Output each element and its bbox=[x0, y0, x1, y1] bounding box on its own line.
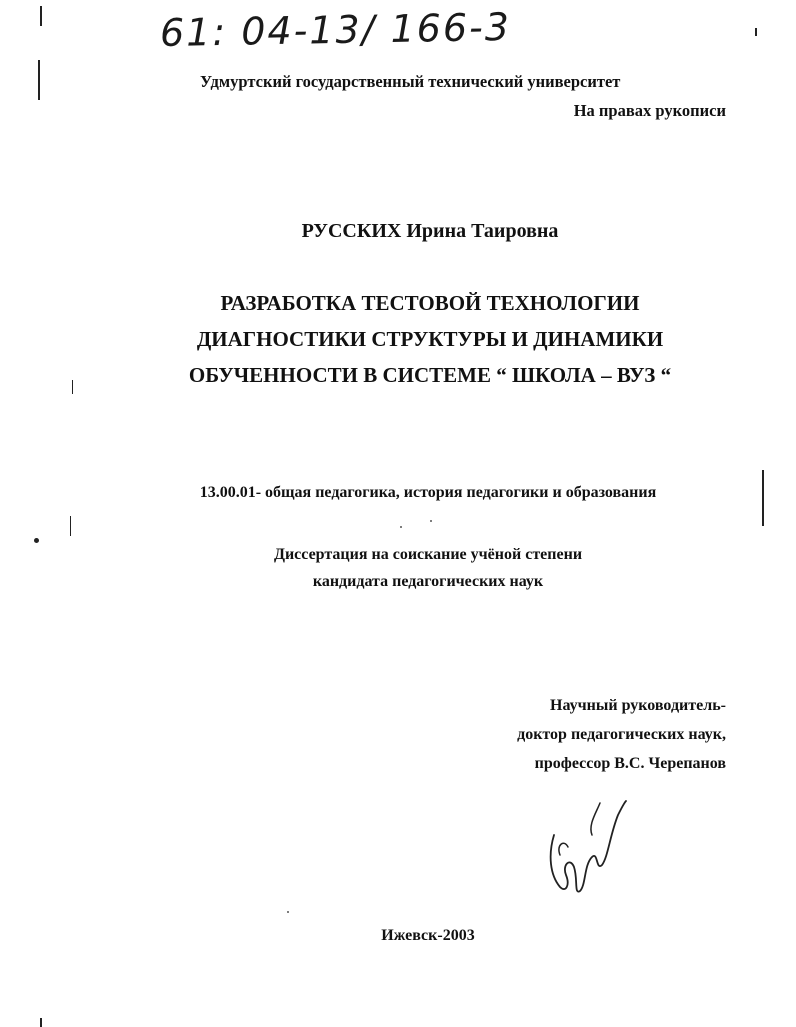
degree-line: Диссертация на соискание учёной степени bbox=[273, 546, 583, 563]
degree-statement bbox=[0, 541, 796, 595]
scan-edge-mark bbox=[38, 60, 40, 100]
scan-speck bbox=[287, 911, 289, 913]
dissertation-title bbox=[0, 285, 796, 393]
scan-edge-mark bbox=[40, 1018, 42, 1027]
manuscript-rights: На правах рукописи bbox=[573, 101, 726, 120]
specialty-code: 13.00.01- общая педагогика, история педагогики и образования bbox=[199, 484, 657, 501]
title-line: РАЗРАБОТКА ТЕСТОВОЙ ТЕХНОЛОГИИ bbox=[220, 291, 640, 315]
degree-line: кандидата педагогических наук bbox=[312, 573, 544, 590]
supervisor-line: профессор В.С. Черепанов bbox=[534, 755, 726, 772]
university-name: Удмуртский государственный технический университет bbox=[200, 72, 621, 91]
city-year: Ижевск-2003 bbox=[381, 927, 475, 944]
scan-edge-mark bbox=[755, 28, 757, 36]
supervisor-line: доктор педагогических наук, bbox=[517, 726, 726, 743]
supervisor-info bbox=[517, 691, 726, 778]
scan-edge-mark bbox=[40, 6, 42, 26]
supervisor-line: Научный руководитель- bbox=[550, 697, 726, 714]
title-line: ДИАГНОСТИКИ СТРУКТУРЫ И ДИНАМИКИ bbox=[196, 327, 664, 351]
scan-speck bbox=[400, 526, 402, 528]
title-line: ОБУЧЕННОСТИ В СИСТЕМЕ “ ШКОЛА – ВУЗ “ bbox=[188, 363, 672, 387]
archive-code: 61: 04-13/ 166-3 bbox=[159, 4, 512, 56]
scan-edge-mark bbox=[70, 516, 71, 536]
author-name: РУССКИХ Ирина Таировна bbox=[301, 220, 559, 242]
handwritten-signature bbox=[540, 795, 630, 905]
scan-speck bbox=[430, 520, 432, 522]
